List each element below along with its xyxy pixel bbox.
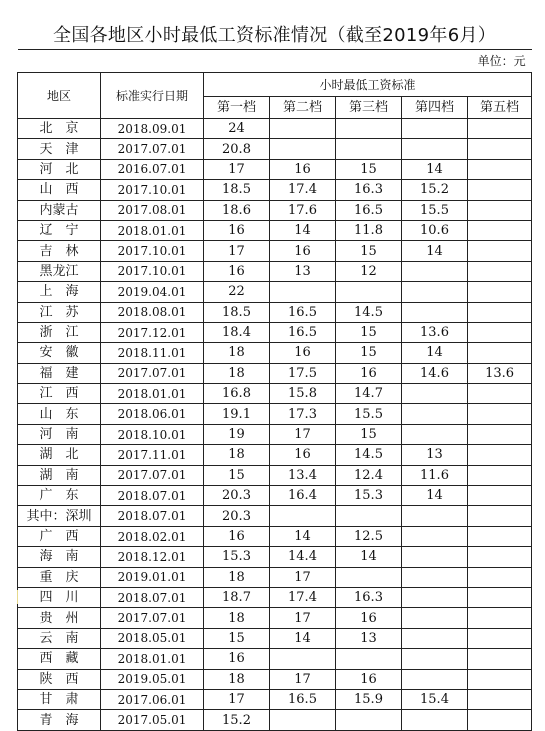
tier-1-cell[interactable]: 18.5 bbox=[204, 180, 270, 200]
tier-2-cell[interactable]: 15.8 bbox=[270, 384, 336, 404]
region-cell[interactable]: 河 南 bbox=[18, 424, 101, 444]
region-cell[interactable]: 天 津 bbox=[18, 139, 101, 159]
tier-2-cell[interactable]: 17 bbox=[270, 567, 336, 587]
effective-date-cell[interactable]: 2017.07.01 bbox=[101, 608, 204, 628]
tier-2-cell[interactable]: 16 bbox=[270, 241, 336, 261]
region-cell[interactable]: 内蒙古 bbox=[18, 200, 101, 220]
tier-4-cell[interactable]: 14 bbox=[402, 486, 468, 506]
table-row bbox=[18, 710, 532, 730]
effective-date-cell[interactable]: 2018.08.01 bbox=[101, 302, 204, 322]
tier-1-cell[interactable]: 19.1 bbox=[204, 404, 270, 424]
tier-3-cell[interactable]: 11.8 bbox=[336, 220, 402, 240]
tier-4-cell[interactable] bbox=[402, 567, 468, 587]
effective-date-cell[interactable]: 2017.05.01 bbox=[101, 710, 204, 730]
effective-date-cell[interactable]: 2017.10.01 bbox=[101, 241, 204, 261]
tier-4-cell[interactable] bbox=[402, 424, 468, 444]
table-row bbox=[18, 486, 532, 506]
tier-3-cell[interactable]: 15 bbox=[336, 424, 402, 444]
table-row bbox=[18, 649, 532, 669]
wage-sheet bbox=[17, 22, 531, 731]
tier-2-cell[interactable]: 14.4 bbox=[270, 547, 336, 567]
effective-date-cell[interactable]: 2018.01.01 bbox=[101, 220, 204, 240]
tier-1-cell[interactable]: 18.7 bbox=[204, 587, 270, 607]
tier-1-cell[interactable]: 20.3 bbox=[204, 486, 270, 506]
table-row bbox=[18, 547, 532, 567]
tier-5-cell[interactable] bbox=[468, 567, 532, 587]
tier-1-cell[interactable]: 24 bbox=[204, 119, 270, 139]
tier-2-cell[interactable]: 14 bbox=[270, 526, 336, 546]
tier-2-cell[interactable]: 17 bbox=[270, 608, 336, 628]
effective-date-cell[interactable]: 2017.07.01 bbox=[101, 139, 204, 159]
tier-5-cell[interactable] bbox=[468, 404, 532, 424]
table-row bbox=[18, 587, 532, 607]
tier-2-cell[interactable]: 17.5 bbox=[270, 363, 336, 383]
header-tier-5: 第五档 bbox=[468, 97, 532, 119]
tier-4-cell[interactable]: 13.6 bbox=[402, 322, 468, 342]
tier-5-cell[interactable] bbox=[468, 139, 532, 159]
table-row bbox=[18, 567, 532, 587]
tier-5-cell[interactable] bbox=[468, 159, 532, 179]
effective-date-cell[interactable]: 2018.02.01 bbox=[101, 526, 204, 546]
tier-4-cell[interactable]: 10.6 bbox=[402, 220, 468, 240]
header-tier-1: 第一档 bbox=[204, 97, 270, 119]
effective-date-cell[interactable]: 2017.07.01 bbox=[101, 465, 204, 485]
tier-3-cell[interactable]: 12 bbox=[336, 261, 402, 281]
tier-3-cell[interactable]: 16 bbox=[336, 669, 402, 689]
region-cell[interactable]: 四 川 bbox=[18, 587, 101, 607]
tier-2-cell[interactable]: 16.5 bbox=[270, 322, 336, 342]
tier-4-cell[interactable] bbox=[402, 119, 468, 139]
header-region: 地区 bbox=[18, 73, 101, 119]
region-cell[interactable]: 湖 南 bbox=[18, 465, 101, 485]
region-cell[interactable]: 西 藏 bbox=[18, 649, 101, 669]
table-row bbox=[18, 159, 532, 179]
tier-3-cell[interactable]: 16.3 bbox=[336, 587, 402, 607]
header-tier-4: 第四档 bbox=[402, 97, 468, 119]
effective-date-cell[interactable]: 2016.07.01 bbox=[101, 159, 204, 179]
tier-3-cell[interactable]: 15 bbox=[336, 322, 402, 342]
tier-2-cell[interactable]: 13.4 bbox=[270, 465, 336, 485]
tier-1-cell[interactable]: 19 bbox=[204, 424, 270, 444]
tier-2-cell[interactable] bbox=[270, 710, 336, 730]
tier-2-cell[interactable]: 14 bbox=[270, 628, 336, 648]
tier-1-cell[interactable]: 16 bbox=[204, 649, 270, 669]
tier-3-cell[interactable]: 16.3 bbox=[336, 180, 402, 200]
effective-date-cell[interactable]: 2017.12.01 bbox=[101, 322, 204, 342]
tier-4-cell[interactable]: 14 bbox=[402, 343, 468, 363]
table-row bbox=[18, 220, 532, 240]
tier-4-cell[interactable]: 11.6 bbox=[402, 465, 468, 485]
table-row bbox=[18, 669, 532, 689]
effective-date-cell[interactable]: 2017.06.01 bbox=[101, 689, 204, 709]
region-cell[interactable]: 其中：深圳 bbox=[18, 506, 101, 526]
tier-2-cell[interactable]: 16 bbox=[270, 445, 336, 465]
effective-date-cell[interactable]: 2018.09.01 bbox=[101, 119, 204, 139]
tier-1-cell[interactable]: 18 bbox=[204, 669, 270, 689]
tier-2-cell[interactable]: 17.4 bbox=[270, 180, 336, 200]
tier-5-cell[interactable] bbox=[468, 220, 532, 240]
table-row bbox=[18, 424, 532, 444]
header-date: 标准实行日期 bbox=[101, 73, 204, 119]
tier-4-cell[interactable]: 14 bbox=[402, 159, 468, 179]
cell-cursor-marker bbox=[17, 590, 18, 604]
region-cell[interactable]: 广 东 bbox=[18, 486, 101, 506]
tier-4-cell[interactable]: 14.6 bbox=[402, 363, 468, 383]
tier-5-cell[interactable] bbox=[468, 547, 532, 567]
effective-date-cell[interactable]: 2017.10.01 bbox=[101, 180, 204, 200]
tier-2-cell[interactable] bbox=[270, 649, 336, 669]
tier-1-cell[interactable]: 17 bbox=[204, 159, 270, 179]
tier-2-cell[interactable]: 16.5 bbox=[270, 302, 336, 322]
effective-date-cell[interactable]: 2018.10.01 bbox=[101, 424, 204, 444]
tier-5-cell[interactable] bbox=[468, 587, 532, 607]
tier-5-cell[interactable] bbox=[468, 424, 532, 444]
region-cell[interactable]: 山 东 bbox=[18, 404, 101, 424]
tier-2-cell[interactable] bbox=[270, 506, 336, 526]
tier-3-cell[interactable]: 12.5 bbox=[336, 526, 402, 546]
table-row bbox=[18, 302, 532, 322]
tier-5-cell[interactable] bbox=[468, 486, 532, 506]
tier-1-cell[interactable]: 16.8 bbox=[204, 384, 270, 404]
tier-3-cell[interactable] bbox=[336, 139, 402, 159]
tier-5-cell[interactable] bbox=[468, 282, 532, 302]
table-body bbox=[18, 119, 532, 731]
tier-3-cell[interactable]: 12.4 bbox=[336, 465, 402, 485]
region-cell[interactable]: 北 京 bbox=[18, 119, 101, 139]
tier-4-cell[interactable] bbox=[402, 506, 468, 526]
tier-2-cell[interactable] bbox=[270, 282, 336, 302]
tier-3-cell[interactable]: 15 bbox=[336, 343, 402, 363]
region-cell[interactable]: 山 西 bbox=[18, 180, 101, 200]
tier-3-cell[interactable] bbox=[336, 119, 402, 139]
tier-3-cell[interactable]: 14 bbox=[336, 547, 402, 567]
table-row bbox=[18, 628, 532, 648]
tier-5-cell[interactable] bbox=[468, 302, 532, 322]
table-row bbox=[18, 241, 532, 261]
tier-5-cell[interactable]: 13.6 bbox=[468, 363, 532, 383]
effective-date-cell[interactable]: 2018.01.01 bbox=[101, 384, 204, 404]
tier-1-cell[interactable]: 18 bbox=[204, 445, 270, 465]
table-row bbox=[18, 363, 532, 383]
sheet-title: 全国各地区小时最低工资标准情况（截至2019年6月） bbox=[18, 22, 532, 50]
table-row bbox=[18, 180, 532, 200]
table-row bbox=[18, 139, 532, 159]
tier-1-cell[interactable]: 15 bbox=[204, 628, 270, 648]
tier-5-cell[interactable] bbox=[468, 689, 532, 709]
tier-3-cell[interactable] bbox=[336, 282, 402, 302]
tier-3-cell[interactable]: 15 bbox=[336, 241, 402, 261]
tier-1-cell[interactable]: 20.8 bbox=[204, 139, 270, 159]
tier-4-cell[interactable] bbox=[402, 139, 468, 159]
region-cell[interactable]: 河 北 bbox=[18, 159, 101, 179]
region-cell[interactable]: 青 海 bbox=[18, 710, 101, 730]
tier-4-cell[interactable] bbox=[402, 404, 468, 424]
tier-1-cell[interactable]: 15 bbox=[204, 465, 270, 485]
tier-3-cell[interactable]: 16.5 bbox=[336, 200, 402, 220]
tier-4-cell[interactable] bbox=[402, 261, 468, 281]
table-row bbox=[18, 261, 532, 281]
tier-2-cell[interactable]: 13 bbox=[270, 261, 336, 281]
effective-date-cell[interactable]: 2017.10.01 bbox=[101, 261, 204, 281]
tier-3-cell[interactable]: 15.5 bbox=[336, 404, 402, 424]
effective-date-cell[interactable]: 2019.01.01 bbox=[101, 567, 204, 587]
effective-date-cell[interactable]: 2018.05.01 bbox=[101, 628, 204, 648]
effective-date-cell[interactable]: 2017.11.01 bbox=[101, 445, 204, 465]
header-hourly-min-wage: 小时最低工资标准 bbox=[204, 73, 532, 97]
tier-5-cell[interactable] bbox=[468, 119, 532, 139]
tier-1-cell[interactable]: 16 bbox=[204, 261, 270, 281]
region-cell[interactable]: 广 西 bbox=[18, 526, 101, 546]
table-row bbox=[18, 526, 532, 546]
unit-label: 单位：元 bbox=[18, 50, 532, 73]
tier-4-cell[interactable]: 15.4 bbox=[402, 689, 468, 709]
tier-5-cell[interactable] bbox=[468, 649, 532, 669]
tier-5-cell[interactable] bbox=[468, 241, 532, 261]
header-tier-3: 第三档 bbox=[336, 97, 402, 119]
tier-5-cell[interactable] bbox=[468, 608, 532, 628]
tier-1-cell[interactable]: 18 bbox=[204, 363, 270, 383]
tier-5-cell[interactable] bbox=[468, 506, 532, 526]
region-cell[interactable]: 黑龙江 bbox=[18, 261, 101, 281]
table-row bbox=[18, 689, 532, 709]
tier-1-cell[interactable]: 18 bbox=[204, 608, 270, 628]
table-row bbox=[18, 445, 532, 465]
tier-5-cell[interactable] bbox=[468, 322, 532, 342]
tier-4-cell[interactable] bbox=[402, 710, 468, 730]
tier-2-cell[interactable]: 17.4 bbox=[270, 587, 336, 607]
tier-4-cell[interactable] bbox=[402, 282, 468, 302]
tier-1-cell[interactable]: 18 bbox=[204, 343, 270, 363]
tier-1-cell[interactable]: 17 bbox=[204, 241, 270, 261]
table-row bbox=[18, 119, 532, 139]
region-cell[interactable]: 海 南 bbox=[18, 547, 101, 567]
tier-2-cell[interactable]: 14 bbox=[270, 220, 336, 240]
tier-1-cell[interactable]: 15.3 bbox=[204, 547, 270, 567]
tier-1-cell[interactable]: 15.2 bbox=[204, 710, 270, 730]
table-row bbox=[18, 343, 532, 363]
tier-5-cell[interactable] bbox=[468, 710, 532, 730]
tier-4-cell[interactable] bbox=[402, 649, 468, 669]
tier-2-cell[interactable]: 16 bbox=[270, 343, 336, 363]
tier-3-cell[interactable]: 16 bbox=[336, 363, 402, 383]
tier-3-cell[interactable] bbox=[336, 649, 402, 669]
region-cell[interactable]: 浙 江 bbox=[18, 322, 101, 342]
tier-3-cell[interactable]: 13 bbox=[336, 628, 402, 648]
region-cell[interactable]: 安 徽 bbox=[18, 343, 101, 363]
tier-4-cell[interactable] bbox=[402, 628, 468, 648]
table-row bbox=[18, 384, 532, 404]
tier-3-cell[interactable] bbox=[336, 710, 402, 730]
effective-date-cell[interactable]: 2018.06.01 bbox=[101, 404, 204, 424]
table-row bbox=[18, 200, 532, 220]
effective-date-cell[interactable]: 2019.04.01 bbox=[101, 282, 204, 302]
tier-5-cell[interactable] bbox=[468, 445, 532, 465]
tier-3-cell[interactable]: 14.5 bbox=[336, 445, 402, 465]
tier-2-cell[interactable]: 16.4 bbox=[270, 486, 336, 506]
effective-date-cell[interactable]: 2018.01.01 bbox=[101, 649, 204, 669]
tier-5-cell[interactable] bbox=[468, 669, 532, 689]
tier-3-cell[interactable]: 15.9 bbox=[336, 689, 402, 709]
tier-3-cell[interactable]: 14.5 bbox=[336, 302, 402, 322]
region-cell[interactable]: 福 建 bbox=[18, 363, 101, 383]
tier-4-cell[interactable] bbox=[402, 547, 468, 567]
tier-1-cell[interactable]: 18.5 bbox=[204, 302, 270, 322]
region-cell[interactable]: 湖 北 bbox=[18, 445, 101, 465]
tier-4-cell[interactable] bbox=[402, 384, 468, 404]
tier-1-cell[interactable]: 20.3 bbox=[204, 506, 270, 526]
tier-2-cell[interactable]: 17.3 bbox=[270, 404, 336, 424]
tier-4-cell[interactable]: 13 bbox=[402, 445, 468, 465]
tier-2-cell[interactable]: 16 bbox=[270, 159, 336, 179]
tier-1-cell[interactable]: 22 bbox=[204, 282, 270, 302]
tier-2-cell[interactable]: 17 bbox=[270, 424, 336, 444]
tier-4-cell[interactable] bbox=[402, 302, 468, 322]
tier-5-cell[interactable] bbox=[468, 465, 532, 485]
tier-5-cell[interactable] bbox=[468, 200, 532, 220]
tier-5-cell[interactable] bbox=[468, 180, 532, 200]
tier-4-cell[interactable] bbox=[402, 526, 468, 546]
region-cell[interactable]: 上 海 bbox=[18, 282, 101, 302]
tier-1-cell[interactable]: 16 bbox=[204, 526, 270, 546]
region-cell[interactable]: 贵 州 bbox=[18, 608, 101, 628]
tier-1-cell[interactable]: 18.6 bbox=[204, 200, 270, 220]
tier-5-cell[interactable] bbox=[468, 261, 532, 281]
effective-date-cell[interactable]: 2018.12.01 bbox=[101, 547, 204, 567]
tier-2-cell[interactable] bbox=[270, 139, 336, 159]
tier-2-cell[interactable]: 17 bbox=[270, 669, 336, 689]
tier-1-cell[interactable]: 17 bbox=[204, 689, 270, 709]
tier-4-cell[interactable] bbox=[402, 587, 468, 607]
tier-3-cell[interactable]: 16 bbox=[336, 608, 402, 628]
region-cell[interactable]: 辽 宁 bbox=[18, 220, 101, 240]
tier-4-cell[interactable] bbox=[402, 669, 468, 689]
tier-4-cell[interactable]: 14 bbox=[402, 241, 468, 261]
tier-1-cell[interactable]: 18.4 bbox=[204, 322, 270, 342]
table-row bbox=[18, 465, 532, 485]
region-cell[interactable]: 云 南 bbox=[18, 628, 101, 648]
region-cell[interactable]: 陕 西 bbox=[18, 669, 101, 689]
effective-date-cell[interactable]: 2018.07.01 bbox=[101, 587, 204, 607]
tier-4-cell[interactable]: 15.2 bbox=[402, 180, 468, 200]
tier-4-cell[interactable] bbox=[402, 608, 468, 628]
header-tier-2: 第二档 bbox=[270, 97, 336, 119]
tier-1-cell[interactable]: 18 bbox=[204, 567, 270, 587]
table-row bbox=[18, 506, 532, 526]
region-cell[interactable]: 江 苏 bbox=[18, 302, 101, 322]
effective-date-cell[interactable]: 2018.07.01 bbox=[101, 486, 204, 506]
effective-date-cell[interactable]: 2018.07.01 bbox=[101, 506, 204, 526]
table-row bbox=[18, 282, 532, 302]
tier-3-cell[interactable] bbox=[336, 506, 402, 526]
tier-5-cell[interactable] bbox=[468, 526, 532, 546]
tier-2-cell[interactable]: 16.5 bbox=[270, 689, 336, 709]
tier-5-cell[interactable] bbox=[468, 628, 532, 648]
region-cell[interactable]: 吉 林 bbox=[18, 241, 101, 261]
tier-4-cell[interactable]: 15.5 bbox=[402, 200, 468, 220]
tier-5-cell[interactable] bbox=[468, 384, 532, 404]
region-cell[interactable]: 江 西 bbox=[18, 384, 101, 404]
effective-date-cell[interactable]: 2018.11.01 bbox=[101, 343, 204, 363]
tier-3-cell[interactable]: 15 bbox=[336, 159, 402, 179]
effective-date-cell[interactable]: 2017.08.01 bbox=[101, 200, 204, 220]
region-cell[interactable]: 重 庆 bbox=[18, 567, 101, 587]
tier-3-cell[interactable]: 14.7 bbox=[336, 384, 402, 404]
table-row bbox=[18, 608, 532, 628]
table-row bbox=[18, 404, 532, 424]
tier-5-cell[interactable] bbox=[468, 343, 532, 363]
tier-2-cell[interactable]: 17.6 bbox=[270, 200, 336, 220]
tier-3-cell[interactable]: 15.3 bbox=[336, 486, 402, 506]
effective-date-cell[interactable]: 2019.05.01 bbox=[101, 669, 204, 689]
tier-2-cell[interactable] bbox=[270, 119, 336, 139]
min-wage-table bbox=[17, 22, 532, 731]
tier-3-cell[interactable] bbox=[336, 567, 402, 587]
tier-1-cell[interactable]: 16 bbox=[204, 220, 270, 240]
table-row bbox=[18, 322, 532, 342]
effective-date-cell[interactable]: 2017.07.01 bbox=[101, 363, 204, 383]
region-cell[interactable]: 甘 肃 bbox=[18, 689, 101, 709]
